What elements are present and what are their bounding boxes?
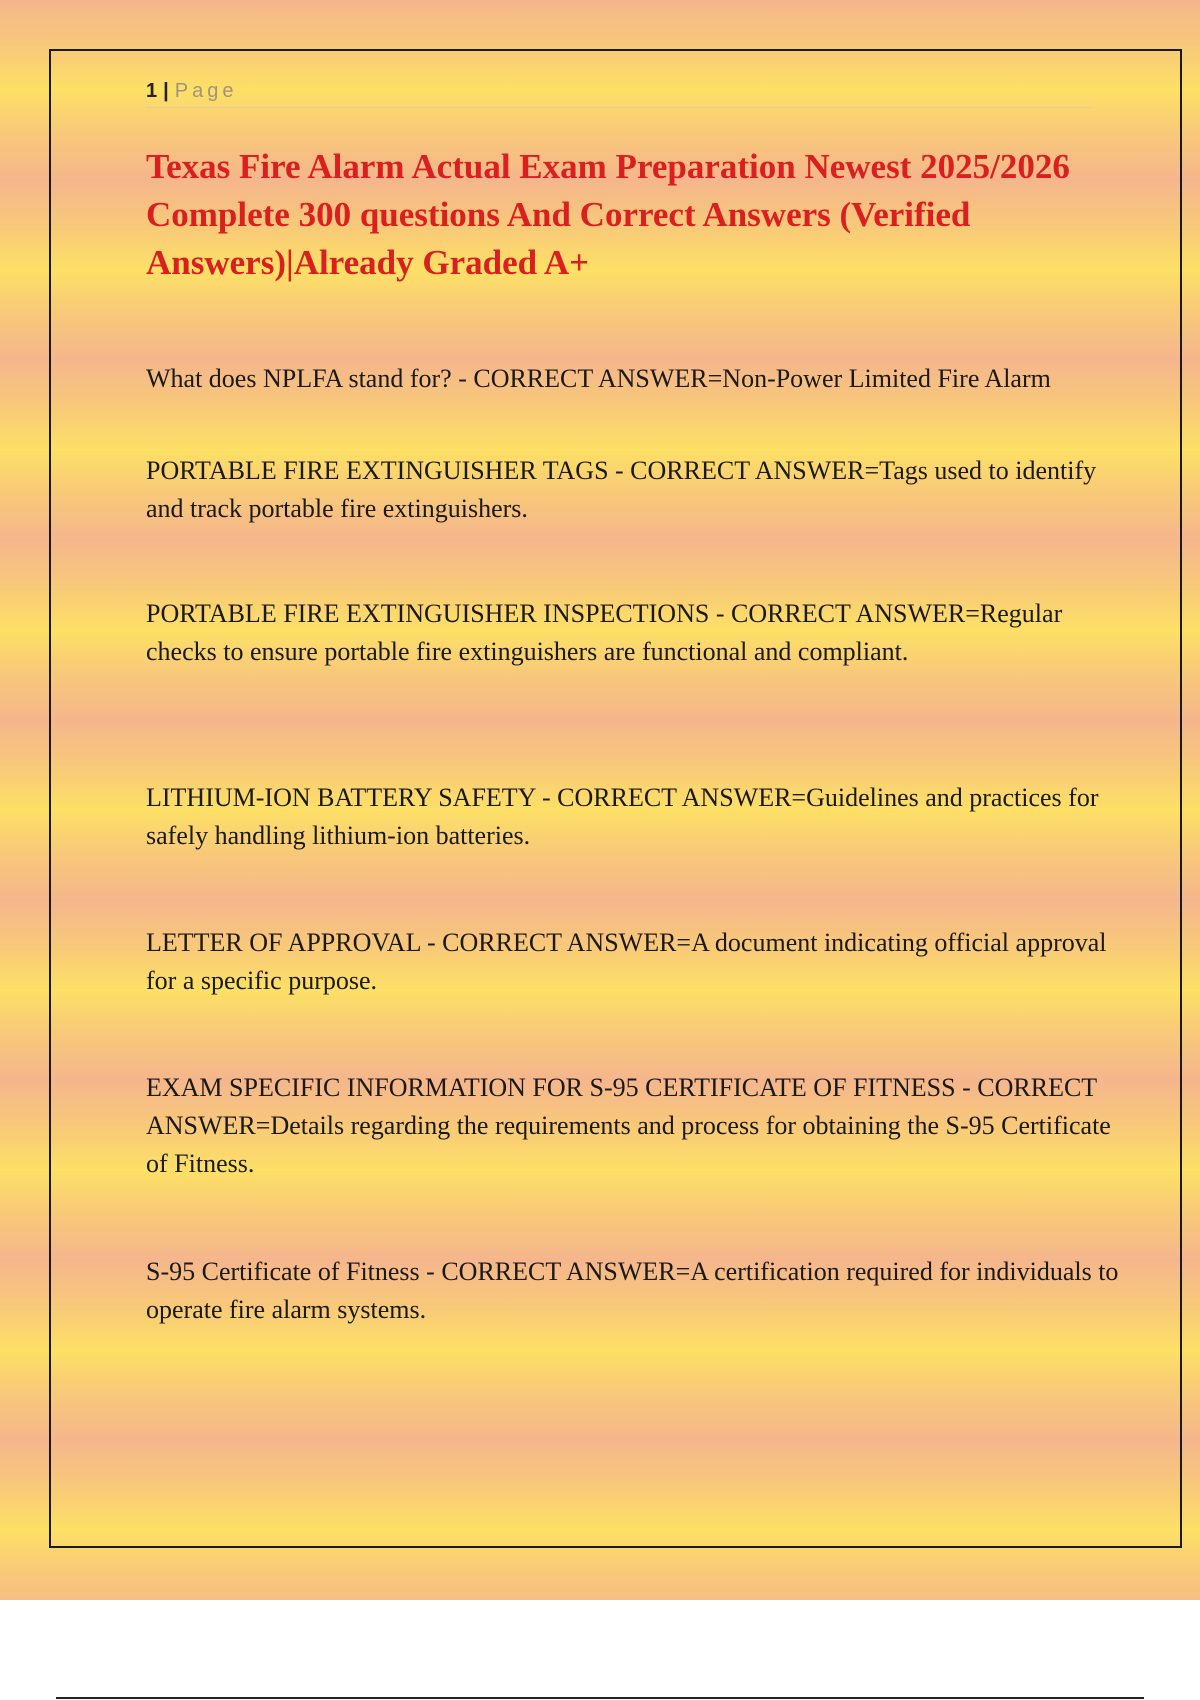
qa-entry: LITHIUM-ION BATTERY SAFETY - CORRECT ANSWER=Guidelines and practices for safely handling lithium-ion batteries.: [146, 783, 1099, 850]
qa-entry: EXAM SPECIFIC INFORMATION FOR S-95 CERTIFICATE OF FITNESS - CORRECT ANSWER=Details regarding the requirements and process for obtaining the S-95 Certificate of Fitness.: [146, 1073, 1111, 1178]
document-title: Texas Fire Alarm Actual Exam Preparation Newest 2025/2026 Complete 300 questions And Correct Answers (Verified Answers)|Already Graded A+: [146, 147, 1070, 282]
page-label: Page: [174, 80, 238, 102]
qa-entry: PORTABLE FIRE EXTINGUISHER INSPECTIONS - CORRECT ANSWER=Regular checks to ensure portable fire extinguishers are functional and compliant.: [146, 599, 1063, 666]
page-border: [49, 49, 1182, 1548]
page-number: 1: [146, 80, 158, 102]
qa-entry: LETTER OF APPROVAL - CORRECT ANSWER=A document indicating official approval for a specific purpose.: [146, 928, 1107, 995]
qa-entry: S-95 Certificate of Fitness - CORRECT ANSWER=A certification required for individuals to operate fire alarm systems.: [146, 1257, 1119, 1324]
page-header: [146, 75, 1091, 108]
qa-entry: What does NPLFA stand for? - CORRECT ANSWER=Non-Power Limited Fire Alarm: [146, 364, 1051, 393]
footer-rule: [56, 1697, 1144, 1699]
page-separator: |: [163, 80, 169, 102]
qa-entry: PORTABLE FIRE EXTINGUISHER TAGS - CORRECT ANSWER=Tags used to identify and track portable fire extinguishers.: [146, 456, 1097, 523]
